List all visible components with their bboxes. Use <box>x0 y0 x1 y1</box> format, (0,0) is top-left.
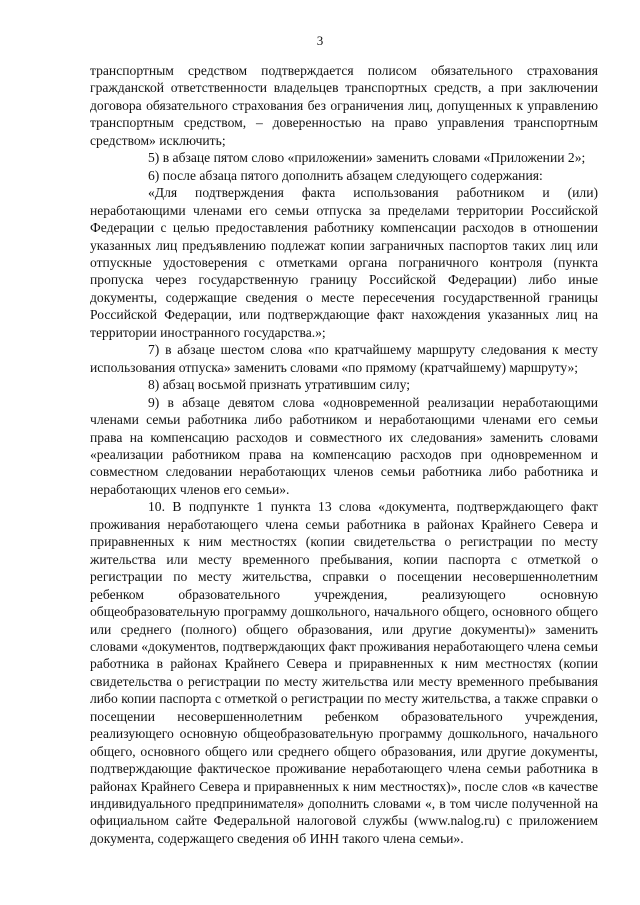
paragraph-item-6: 6) после абзаца пятого дополнить абзацем следующего содержания: <box>148 167 543 183</box>
paragraph-point-10: 10. В подпункте 1 пункта 13 слова «документа, подтверждающего факт проживания неработающего члена семьи работника в районах Крайнего Севера и приравненных к ним местностях (копии свидетельства о регистрации по месту жительства или месту временного пребывания, копии паспорта с отметкой о регистрации по месту жительства, справки о посещении несовершеннолетним ребенком образовательного учреждения, реализующего основную общеобразовательную программу дошкольного, начального общего, основного общего или среднего (полного) общего образования, или другие документы)» заменить словами «документов, подтверждающих факт проживания неработающего члена семьи работника в районах Крайнего Севера и приравненных к ним местностях (копии свидетельства о регистрации по месту жительства или месту временного пребывания либо копии паспорта с отметкой о регистрации по месту жительства, а также справки о посещении несовершеннолетним ребенком образовательного учреждения, реализующего основную общеобразовательную программу дошкольного, начального общего, основного общего или среднего общего образования, или другие документы, подтверждающие фактическое проживание неработающего члена семьи работника в районах Крайнего Севера и приравненных к ним местностях)», после слов «в качестве индивидуального предпринимателя» дополнить словами «, в том числе полученной на официальном сайте Федеральной налоговой службы (www.nalog.ru) с приложением документа, содержащего сведения об ИНН такого члена семьи». <box>90 499 598 846</box>
page-number: 3 <box>316 33 324 48</box>
paragraph-quoted-insertion: «Для подтверждения факта использования работником и (или) неработающими членами его семьи отпуска за пределами территории Российской Федерации с целью предоставления работнику компенсации расходов в отношении указанных лиц предъявлению подлежат копии заграничных паспортов таких лиц или отпускные удостоверения с отметками органа пограничного контроля (пункта пропуска через государственную границу Российской Федерации) либо иные документы, содержащие сведения о месте пересечения государственной границы Российской Федерации, или подтверждающие факт нахождения указанных лиц на территории иностранного государства.»; <box>90 185 598 340</box>
document-body <box>90 62 598 847</box>
paragraph-item-8: 8) абзац восьмой признать утратившим силу; <box>148 377 410 393</box>
paragraph-continuation: транспортным средством подтверждается полисом обязательного страхования гражданской ответственности владельцев транспортных средств, а при заключении договора обязательного страхования без ограничения лиц, допущенных к управлению транспортным средством, – доверенностью на право управления транспортным средством» исключить; <box>90 63 598 148</box>
paragraph-item-5: 5) в абзаце пятом слово «приложении» заменить словами «Приложении 2»; <box>148 150 586 166</box>
paragraph-item-7: 7) в абзаце шестом слова «по кратчайшему маршруту следования к месту использования отпуска» заменить словами «по прямому (кратчайшему) маршруту»; <box>90 342 598 375</box>
paragraph-item-9: 9) в абзаце девятом слова «одновременной реализации неработающими членами семьи работника либо работником и неработающими членами его семьи права на компенсацию расходов и совместного их следования» заменить словами «реализации работником права на компенсацию расходов при одновременном и совместном следовании неработающих членов семьи работника либо работника и неработающих членов его семьи». <box>90 394 598 497</box>
